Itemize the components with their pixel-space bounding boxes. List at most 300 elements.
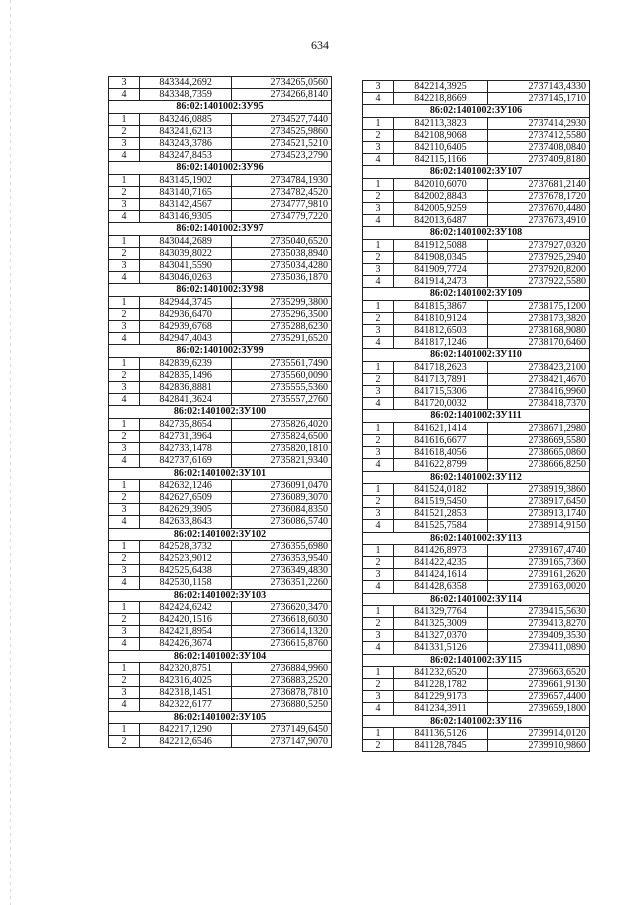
coordinate-y: 2737673,4910 [488,215,590,227]
coordinate-y: 2738170,6460 [488,337,590,349]
parcel-header-row [109,345,332,357]
coordinate-row [363,337,590,349]
parcel-header-row [363,654,590,666]
parcel-header-row [363,593,590,605]
coordinate-row [363,373,590,385]
coordinate-y: 2739914,0120 [488,727,590,739]
coordinate-y: 2735296,3500 [232,308,332,320]
coordinate-row [109,552,332,564]
coordinate-y: 2735555,5360 [232,382,332,394]
coordinate-x: 841424,1614 [394,569,488,581]
coordinate-x: 842735,8654 [140,418,232,430]
coordinate-row [109,77,332,89]
parcel-header-row [363,471,590,483]
coordinate-x: 841422,4235 [394,556,488,568]
coordinate-y: 2737147,9070 [232,735,332,747]
point-number: 2 [363,617,394,629]
coordinate-row [363,386,590,398]
point-number: 4 [109,516,140,528]
coordinate-row [363,203,590,215]
parcel-header-row [363,227,590,239]
parcel-id: 86:02:1401002:ЗУ104 [109,650,332,662]
coordinate-x: 841327,0370 [394,630,488,642]
coordinate-y: 2735557,2760 [232,394,332,406]
coordinate-x: 843241,6213 [140,125,232,137]
coordinate-y: 2739409,3530 [488,630,590,642]
coordinate-y: 2737670,4480 [488,203,590,215]
point-number: 4 [109,150,140,162]
point-number: 3 [109,443,140,455]
point-number: 2 [363,190,394,202]
coordinate-x: 842218,8669 [394,93,488,105]
coordinate-y: 2736614,1320 [232,626,332,638]
coordinate-x: 842733,1478 [140,443,232,455]
coordinate-x: 842632,1246 [140,479,232,491]
coordinate-y: 2738917,6450 [488,495,590,507]
coordinate-x: 841525,7584 [394,520,488,532]
parcel-header-row [363,105,590,117]
parcel-id: 86:02:1401002:ЗУ106 [363,105,590,117]
coordinate-x: 843039,8022 [140,247,232,259]
coordinate-row [363,117,590,129]
coordinate-y: 2736353,9540 [232,552,332,564]
coordinate-row [363,422,590,434]
coordinate-y: 2739161,2620 [488,569,590,581]
coordinate-row [363,361,590,373]
point-number: 2 [109,125,140,137]
coordinate-y: 2738913,1740 [488,508,590,520]
coordinate-x: 842316,4025 [140,674,232,686]
point-number: 4 [109,211,140,223]
coordinate-x: 841426,8973 [394,544,488,556]
coordinate-x: 841718,2623 [394,361,488,373]
point-number: 4 [363,520,394,532]
point-number: 3 [109,382,140,394]
coordinate-y: 2737414,2930 [488,117,590,129]
coordinate-x: 842839,6239 [140,357,232,369]
coordinate-x: 841621,1414 [394,422,488,434]
coordinate-row [363,312,590,324]
point-number: 4 [363,581,394,593]
coordinate-x: 842318,1451 [140,687,232,699]
coordinate-x: 842939,6768 [140,321,232,333]
coordinate-row [363,520,590,532]
point-number: 2 [363,739,394,751]
point-number: 3 [109,77,140,89]
coordinate-x: 842421,8954 [140,626,232,638]
coordinate-x: 842633,8643 [140,516,232,528]
parcel-header-row [109,101,332,113]
coordinate-x: 841909,7724 [394,264,488,276]
coordinate-row [363,495,590,507]
point-number: 1 [363,605,394,617]
coordinate-x: 842525,6438 [140,565,232,577]
coordinate-row [109,235,332,247]
coordinate-x: 841812,6503 [394,325,488,337]
coordinate-y: 2734782,4520 [232,186,332,198]
coordinate-y: 2738665,0860 [488,447,590,459]
coordinate-row [363,739,590,751]
coordinate-y: 2736615,8760 [232,638,332,650]
coordinate-x: 841136,5126 [394,727,488,739]
point-number: 3 [109,626,140,638]
parcel-id: 86:02:1401002:ЗУ105 [109,711,332,723]
coordinate-row [363,215,590,227]
point-number: 2 [363,556,394,568]
scan-margin-line [10,0,11,905]
parcel-header-row [109,528,332,540]
coordinate-x: 841329,7764 [394,605,488,617]
parcel-id: 86:02:1401002:ЗУ97 [109,223,332,235]
coordinate-row [109,394,332,406]
point-number: 3 [363,569,394,581]
parcel-header-row [363,166,590,178]
coordinate-x: 842627,6509 [140,491,232,503]
coordinate-row [363,642,590,654]
coordinate-y: 2739661,9130 [488,678,590,690]
coordinate-row [109,687,332,699]
coordinate-y: 2738914,9150 [488,520,590,532]
point-number: 3 [363,447,394,459]
parcel-id: 86:02:1401002:ЗУ96 [109,162,332,174]
coordinate-x: 841715,5306 [394,386,488,398]
point-number: 2 [109,186,140,198]
parcel-header-row [109,406,332,418]
coordinate-y: 2735291,6520 [232,333,332,345]
coordinate-x: 842947,4043 [140,333,232,345]
coordinate-x: 842936,6470 [140,308,232,320]
coordinate-row [109,138,332,150]
coordinate-x: 843145,1902 [140,174,232,186]
coordinate-y: 2738416,9960 [488,386,590,398]
point-number: 2 [363,434,394,446]
coordinate-row [109,491,332,503]
coordinate-x: 841912,5088 [394,239,488,251]
coordinate-row [363,300,590,312]
parcel-header-row [363,532,590,544]
coordinate-row [109,247,332,259]
coordinate-row [109,723,332,735]
page-number: 634 [311,38,329,52]
point-number: 2 [363,678,394,690]
coordinate-x: 841229,9173 [394,691,488,703]
coordinate-y: 2736351,2260 [232,577,332,589]
coordinate-row [109,186,332,198]
point-number: 4 [363,215,394,227]
coordinate-y: 2737925,2940 [488,251,590,263]
coordinate-y: 2734784,1930 [232,174,332,186]
coordinate-row [363,691,590,703]
coordinate-row [363,398,590,410]
coordinate-row [363,459,590,471]
coordinate-y: 2734521,5210 [232,138,332,150]
parcel-id: 86:02:1401002:ЗУ114 [363,593,590,605]
point-number: 3 [363,691,394,703]
coordinate-x: 843247,8453 [140,150,232,162]
coordinate-x: 842005,9259 [394,203,488,215]
coordinate-x: 842115,1166 [394,154,488,166]
coordinate-row [363,666,590,678]
point-number: 4 [109,272,140,284]
coordinate-row [363,434,590,446]
point-number: 1 [363,666,394,678]
coordinate-x: 841128,7845 [394,739,488,751]
coordinate-row [363,178,590,190]
coordinate-y: 2734265,0560 [232,77,332,89]
parcel-header-row [363,715,590,727]
coordinate-y: 2737678,1720 [488,190,590,202]
coordinate-row [109,357,332,369]
coordinate-y: 2736880,5250 [232,699,332,711]
coordinate-x: 842420,1516 [140,613,232,625]
coordinate-y: 2739413,8270 [488,617,590,629]
coordinate-y: 2735820,1810 [232,443,332,455]
coordinate-row [363,556,590,568]
point-number: 2 [109,369,140,381]
coordinate-x: 843044,2689 [140,235,232,247]
point-number: 1 [363,239,394,251]
parcel-header-row [109,467,332,479]
point-number: 3 [109,687,140,699]
coordinate-row [363,447,590,459]
point-number: 3 [109,199,140,211]
point-number: 4 [363,276,394,288]
point-number: 3 [363,264,394,276]
coordinate-y: 2735821,9340 [232,455,332,467]
coordinate-y: 2734266,8140 [232,89,332,101]
coordinate-x: 841720,0032 [394,398,488,410]
parcel-id: 86:02:1401002:ЗУ111 [363,410,590,422]
coordinate-y: 2739163,0020 [488,581,590,593]
coordinate-y: 2738168,9080 [488,325,590,337]
parcel-header-row [109,589,332,601]
point-number: 2 [109,247,140,259]
coordinate-x: 843140,7165 [140,186,232,198]
coordinate-row [109,418,332,430]
coordinate-y: 2735299,3800 [232,296,332,308]
coordinates-table-right-body [363,81,590,752]
coordinate-x: 842836,8881 [140,382,232,394]
point-number: 1 [363,178,394,190]
point-number: 1 [363,483,394,495]
coordinate-y: 2739415,5630 [488,605,590,617]
parcel-header-row [109,711,332,723]
coordinate-y: 2736086,5740 [232,516,332,528]
coordinate-x: 841519,5450 [394,495,488,507]
coordinate-x: 842629,3905 [140,504,232,516]
coordinate-x: 841325,3009 [394,617,488,629]
coordinate-row [109,296,332,308]
coordinate-row [109,662,332,674]
coordinate-row [109,504,332,516]
coordinate-row [363,154,590,166]
coordinate-row [109,321,332,333]
coordinate-y: 2735036,1870 [232,272,332,284]
point-number: 2 [109,308,140,320]
coordinate-x: 842212,6546 [140,735,232,747]
coordinate-x: 841815,3867 [394,300,488,312]
parcel-id: 86:02:1401002:ЗУ116 [363,715,590,727]
coordinate-y: 2738421,4670 [488,373,590,385]
coordinate-y: 2736091,0470 [232,479,332,491]
coordinate-row [109,674,332,686]
point-number: 4 [363,154,394,166]
point-number: 1 [363,544,394,556]
coordinate-row [109,540,332,552]
coordinate-x: 842322,6177 [140,699,232,711]
coordinate-y: 2739167,4740 [488,544,590,556]
coordinate-row [363,81,590,93]
point-number: 2 [363,312,394,324]
parcel-id: 86:02:1401002:ЗУ110 [363,349,590,361]
coordinate-x: 841713,7891 [394,373,488,385]
coordinate-row [109,565,332,577]
point-number: 1 [109,601,140,613]
point-number: 1 [109,296,140,308]
coordinate-row [109,382,332,394]
coordinate-y: 2736620,3470 [232,601,332,613]
coordinate-y: 2736355,6980 [232,540,332,552]
point-number: 4 [109,455,140,467]
coordinate-row [109,333,332,345]
coordinate-row [363,129,590,141]
parcel-id: 86:02:1401002:ЗУ98 [109,284,332,296]
point-number: 3 [363,203,394,215]
coordinate-y: 2736089,3070 [232,491,332,503]
coordinate-row [109,150,332,162]
coordinate-row [109,430,332,442]
point-number: 4 [109,699,140,711]
coordinate-x: 843344,2692 [140,77,232,89]
coordinate-y: 2738175,1200 [488,300,590,312]
point-number: 4 [109,89,140,101]
coordinate-x: 843246,0885 [140,113,232,125]
coordinate-y: 2738669,5580 [488,434,590,446]
coordinate-y: 2737409,8180 [488,154,590,166]
point-number: 4 [109,394,140,406]
coordinate-x: 841234,3911 [394,703,488,715]
coordinate-x: 843046,0263 [140,272,232,284]
coordinate-x: 842002,8843 [394,190,488,202]
coordinate-y: 2738418,7370 [488,398,590,410]
coordinate-y: 2737920,8200 [488,264,590,276]
coordinate-x: 842426,3674 [140,638,232,650]
point-number: 2 [109,613,140,625]
point-number: 2 [109,674,140,686]
coordinate-row [109,638,332,650]
coordinate-row [363,508,590,520]
coordinate-y: 2739165,7360 [488,556,590,568]
coordinate-y: 2737408,0840 [488,142,590,154]
coordinate-y: 2734777,9810 [232,199,332,211]
coordinate-row [109,199,332,211]
coordinate-row [363,630,590,642]
point-number: 3 [363,325,394,337]
parcel-id: 86:02:1401002:ЗУ107 [363,166,590,178]
coordinate-x: 841810,9124 [394,312,488,324]
point-number: 2 [363,495,394,507]
coordinate-y: 2735038,8940 [232,247,332,259]
point-number: 4 [363,703,394,715]
coordinates-table-right [362,80,590,752]
coordinate-y: 2736878,7810 [232,687,332,699]
coordinate-row [363,142,590,154]
coordinate-x: 842320,8751 [140,662,232,674]
parcel-header-row [109,162,332,174]
point-number: 1 [363,361,394,373]
point-number: 1 [363,300,394,312]
coordinate-row [109,626,332,638]
point-number: 1 [109,357,140,369]
point-number: 3 [109,565,140,577]
coordinate-x: 842013,6487 [394,215,488,227]
coordinate-row [363,93,590,105]
point-number: 1 [109,479,140,491]
point-number: 4 [363,93,394,105]
coordinate-x: 843146,9305 [140,211,232,223]
coordinate-y: 2738423,2100 [488,361,590,373]
point-number: 4 [109,333,140,345]
coordinate-y: 2736349,4830 [232,565,332,577]
coordinate-y: 2736884,9960 [232,662,332,674]
coordinate-x: 842010,6070 [394,178,488,190]
coordinate-x: 842108,9068 [394,129,488,141]
coordinate-row [363,276,590,288]
point-number: 4 [109,577,140,589]
coordinate-row [363,727,590,739]
coordinate-row [109,369,332,381]
parcel-header-row [363,410,590,422]
coordinate-y: 2738666,8250 [488,459,590,471]
coordinate-row [363,581,590,593]
coordinate-row [363,703,590,715]
point-number: 1 [109,662,140,674]
point-number: 1 [109,113,140,125]
coordinate-row [109,113,332,125]
point-number: 2 [363,373,394,385]
point-number: 4 [363,337,394,349]
coordinate-row [363,569,590,581]
parcel-header-row [109,284,332,296]
point-number: 3 [109,504,140,516]
coordinate-x: 842217,1290 [140,723,232,735]
coordinate-y: 2738919,3860 [488,483,590,495]
point-number: 2 [363,129,394,141]
point-number: 1 [109,723,140,735]
parcel-id: 86:02:1401002:ЗУ103 [109,589,332,601]
point-number: 3 [109,321,140,333]
coordinate-row [109,479,332,491]
coordinate-x: 843348,7359 [140,89,232,101]
coordinate-y: 2734527,7440 [232,113,332,125]
point-number: 1 [363,422,394,434]
coordinate-x: 841232,6520 [394,666,488,678]
point-number: 3 [363,508,394,520]
coordinate-x: 841908,0345 [394,251,488,263]
point-number: 3 [363,386,394,398]
coordinate-y: 2737145,1710 [488,93,590,105]
parcel-id: 86:02:1401002:ЗУ108 [363,227,590,239]
point-number: 3 [363,81,394,93]
coordinate-x: 842113,3823 [394,117,488,129]
parcel-id: 86:02:1401002:ЗУ95 [109,101,332,113]
coordinate-x: 842835,1496 [140,369,232,381]
coordinate-row [363,239,590,251]
coordinate-y: 2734523,2790 [232,150,332,162]
coordinate-x: 842214,3925 [394,81,488,93]
parcel-id: 86:02:1401002:ЗУ109 [363,288,590,300]
coordinate-x: 842737,6169 [140,455,232,467]
